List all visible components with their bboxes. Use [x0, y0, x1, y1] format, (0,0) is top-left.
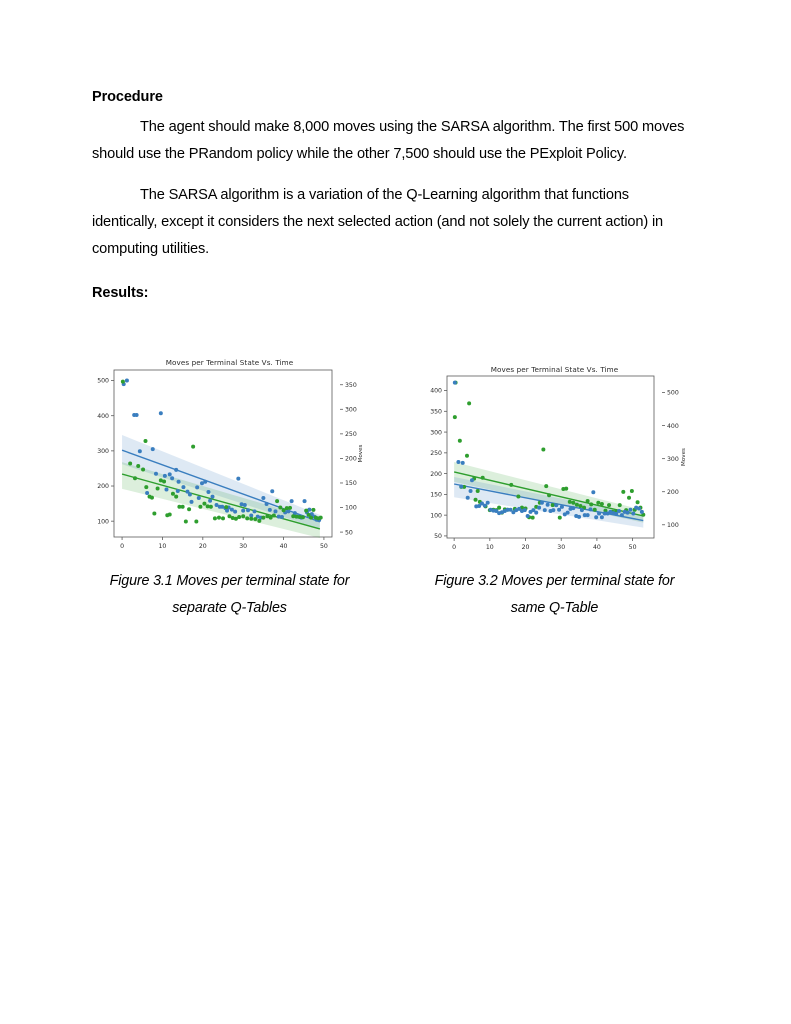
svg-text:400: 400 [97, 412, 109, 420]
figure-3-1-chart [92, 358, 367, 558]
svg-text:0: 0 [120, 543, 125, 550]
figure-3-2-caption-line-2: same Q-Table [510, 600, 599, 616]
svg-text:400: 400 [667, 422, 679, 430]
svg-text:10: 10 [485, 544, 494, 551]
svg-text:300: 300 [667, 455, 679, 463]
figure-3-1-caption [92, 568, 367, 622]
svg-text:30: 30 [557, 544, 566, 551]
svg-text:50: 50 [345, 529, 353, 537]
svg-text:100: 100 [97, 518, 109, 526]
svg-text:10: 10 [158, 543, 167, 550]
svg-text:200: 200 [667, 488, 679, 496]
svg-text:350: 350 [345, 381, 357, 389]
svg-text:20: 20 [521, 544, 530, 551]
svg-text:300: 300 [97, 448, 109, 456]
chart-right-axis-label: Moves [681, 448, 687, 466]
svg-text:500: 500 [97, 377, 109, 385]
svg-text:0: 0 [452, 544, 457, 551]
figure-3-1 [92, 358, 367, 622]
figure-3-1-caption-line-1: Figure 3.1 Moves per terminal state for [109, 573, 350, 589]
svg-text:300: 300 [345, 406, 357, 414]
procedure-paragraph-2: The SARSA algorithm is a variation of the Q-Learning algorithm that functions identically, except it considers the next selected action (and not solely the current action) in computing utilities. [92, 186, 664, 257]
svg-text:100: 100 [430, 512, 442, 520]
chart-1-plot [92, 358, 367, 558]
chart-right-axis-label: Moves [358, 444, 364, 463]
svg-text:400: 400 [430, 387, 442, 395]
svg-text:20: 20 [198, 543, 207, 550]
figure-3-2-caption-line-1: Figure 3.2 Moves per terminal state for [434, 573, 675, 589]
svg-text:50: 50 [434, 533, 442, 541]
procedure-heading: Procedure [92, 89, 163, 105]
chart-2-plot [417, 358, 692, 558]
figure-3-2-caption [417, 568, 692, 622]
svg-text:30: 30 [239, 543, 248, 550]
document-body [92, 88, 688, 301]
svg-text:200: 200 [345, 455, 357, 463]
svg-text:150: 150 [430, 491, 442, 499]
svg-text:500: 500 [667, 389, 679, 397]
svg-text:40: 40 [592, 544, 601, 551]
svg-text:250: 250 [430, 450, 442, 458]
svg-text:50: 50 [319, 543, 328, 550]
procedure-paragraph-1: The agent should make 8,000 moves using the SARSA algorithm. The first 500 moves should use the PRandom policy while the other 7,500 should use the PExploit Policy. [92, 118, 685, 162]
svg-text:200: 200 [97, 483, 109, 491]
chart-2-title: Moves per Terminal State Vs. Time [490, 365, 619, 374]
svg-text:250: 250 [345, 431, 357, 439]
results-heading: Results: [92, 284, 149, 301]
figures-row [92, 358, 692, 622]
figure-3-2-chart [417, 358, 692, 558]
svg-text:100: 100 [345, 504, 357, 512]
svg-text:50: 50 [628, 544, 637, 551]
svg-text:350: 350 [430, 408, 442, 416]
chart-1-title: Moves per Terminal State Vs. Time [165, 358, 294, 367]
svg-text:100: 100 [667, 521, 679, 529]
svg-text:300: 300 [430, 429, 442, 437]
svg-text:150: 150 [345, 480, 357, 488]
svg-text:40: 40 [279, 543, 288, 550]
svg-text:200: 200 [430, 470, 442, 478]
figure-3-2 [417, 358, 692, 622]
figure-3-1-caption-line-2: separate Q-Tables [172, 600, 287, 616]
